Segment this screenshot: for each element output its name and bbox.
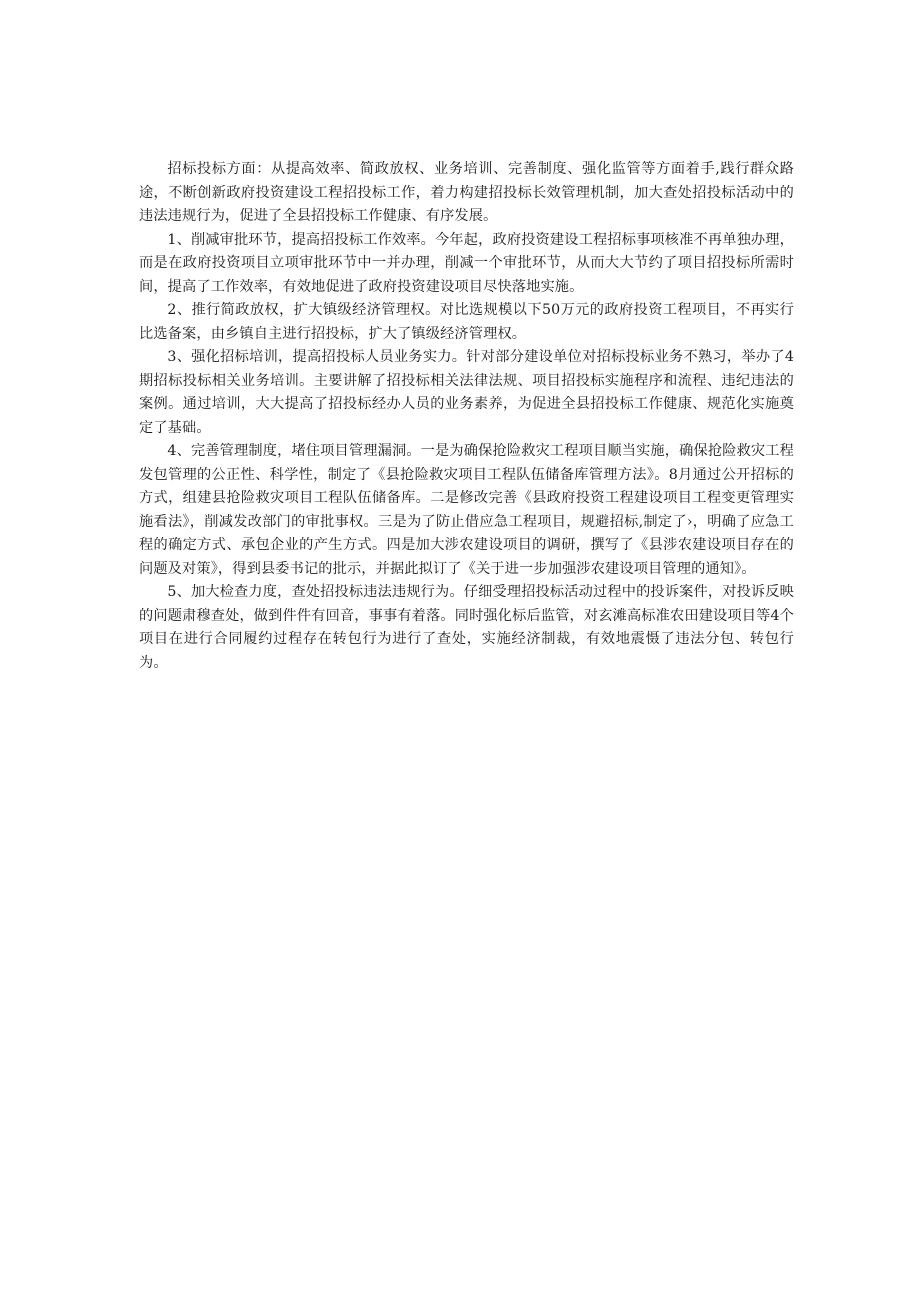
item-2-paragraph: 2、推行简政放权，扩大镇级经济管理权。对比选规模以下50万元的政府投资工程项目，不再实行比选备案，由乡镇自主进行招投标，扩大了镇级经济管理权。 bbox=[139, 302, 794, 342]
intro-paragraph: 招标投标方面：从提高效率、简政放权、业务培训、完善制度、强化监管等方面着手,践行群众路途，不断创新政府投资建设工程招投标工作，着力构建招投标长效管理机制，加大查处招投标活动中的违法违规行为，促进了全县招投标工作健康、有序发展。 bbox=[139, 161, 794, 224]
item-1-paragraph: 1、削减审批环节，提高招投标工作效率。今年起，政府投资建设工程招标事项核准不再单独办理，而是在政府投资项目立项审批环节中一并办理，削减一个审批环节，从而大大节约了项目招投标所需时间，提高了工作效率，有效地促进了政府投资建设项目尽快落地实施。 bbox=[139, 231, 794, 295]
item-3-paragraph: 3、强化招标培训，提高招投标人员业务实力。针对部分建设单位对招标投标业务不熟习，举办了4期招标投标相关业务培训。主要讲解了招投标相关法律法规、项目招投标实施程序和流程、违纪违法的案例。通过培训，大大提高了招投标经办人员的业务素养，为促进全县招投标工作健康、规范化实施奠定了基础。 bbox=[139, 349, 794, 436]
item-5-paragraph: 5、加大检查力度，查处招投标违法违规行为。仔细受理招投标活动过程中的投诉案件，对投诉反映的问题肃穆查处，做到件件有回音，事事有着落。同时强化标后监管，对玄滩高标准农田建设项目等4个项目在进行合同履约过程存在转包行为进行了查处，实施经济制裁，有效地震慑了违法分包、转包行为。 bbox=[139, 584, 794, 671]
item-4-paragraph: 4、完善管理制度，堵住项目管理漏洞。一是为确保抢险救灾工程项目顺当实施，确保抢险救灾工程发包管理的公正性、科学性，制定了《县抢险救灾项目工程队伍储备库管理方法》。8月通过公开招标的方式，组建县抢险救灾项目工程队伍储备库。二是修改完善《县政府投资工程建设项目工程变更管理实施看法》，削减发改部门的审批事权。三是为了防止借应急工程项目，规避招标,制定了›，明确了应急工程的确定方式、承包企业的产生方式。四是加大涉农建设项目的调研，撰写了《县涉农建设项目存在的问题及对策》，得到县委书记的批示，并据此拟订了《关于进一步加强涉农建设项目管理的通知》。 bbox=[139, 443, 794, 577]
document-body bbox=[139, 158, 794, 675]
